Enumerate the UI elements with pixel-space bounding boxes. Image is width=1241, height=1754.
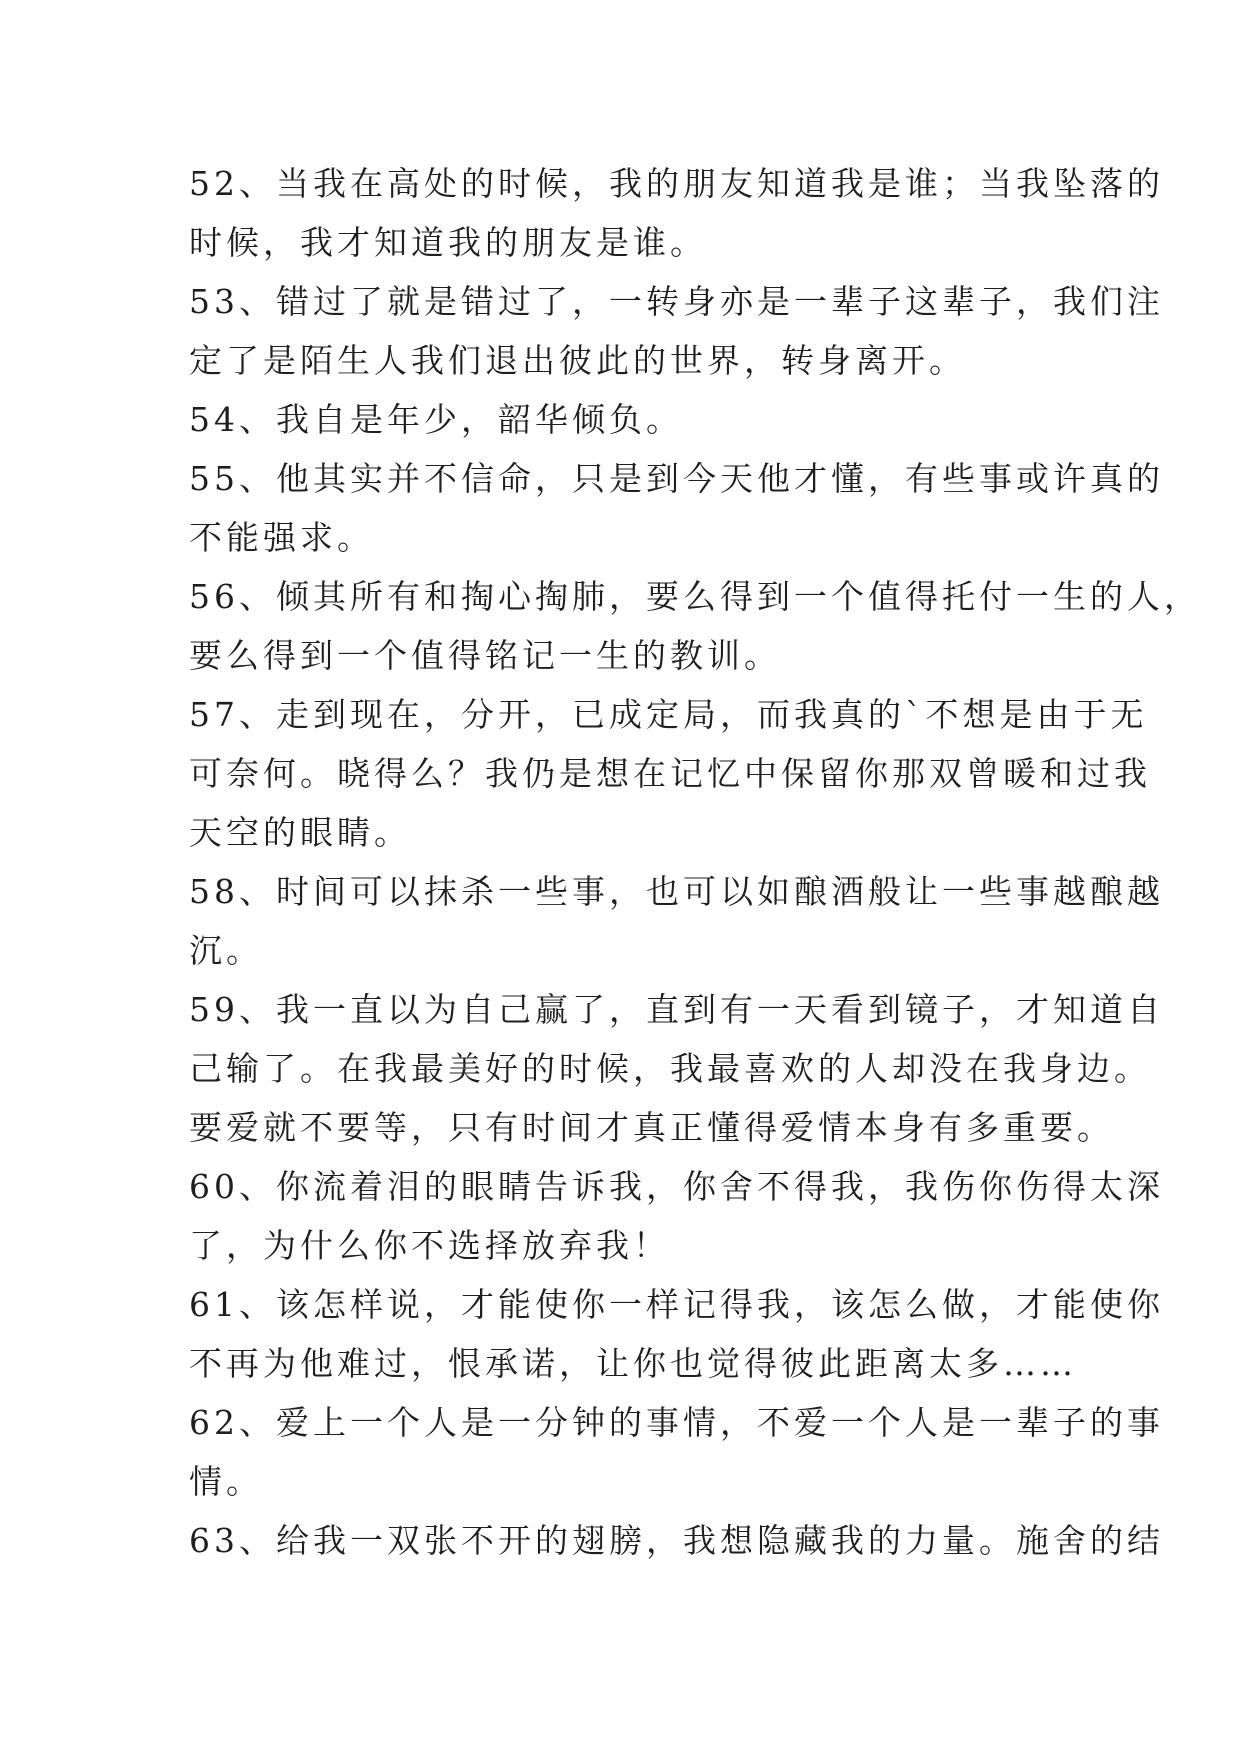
text-line: 天空的眼睛。 (189, 813, 411, 852)
text-line: 了，为什么你不选择放弃我！ (189, 1226, 670, 1265)
text-line: 53、错过了就是错过了，一转身亦是一辈子这辈子，我们注 (189, 282, 1164, 321)
text-line: 时候，我才知道我的朋友是谁。 (189, 223, 707, 262)
text-line: 不再为他难过，恨承诺，让你也觉得彼此距离太多…… (189, 1344, 1077, 1383)
text-line: 己输了。在我最美好的时候，我最喜欢的人却没在我身边。 (189, 1049, 1151, 1088)
text-line: 54、我自是年少，韶华倾负。 (189, 400, 683, 439)
text-line: 可奈何。晓得么？我仍是想在记忆中保留你那双曾暖和过我 (189, 754, 1151, 793)
text-line: 52、当我在高处的时候，我的朋友知道我是谁；当我坠落的 (189, 164, 1164, 203)
document-body (189, 154, 1201, 1570)
text-line: 55、他其实并不信命，只是到今天他才懂，有些事或许真的 (189, 459, 1164, 498)
text-line: 沉。 (189, 931, 263, 970)
text-line: 59、我一直以为自己赢了，直到有一天看到镜子，才知道自 (189, 990, 1164, 1029)
text-line: 情。 (189, 1462, 263, 1501)
text-line: 63、给我一双张不开的翅膀，我想隐藏我的力量。施舍的结 (189, 1521, 1164, 1560)
text-line: 60、你流着泪的眼睛告诉我，你舍不得我，我伤你伤得太深 (189, 1167, 1164, 1206)
text-line: 56、倾其所有和掏心掏肺，要么得到一个值得托付一生的人， (189, 577, 1201, 616)
text-line: 要爱就不要等，只有时间才真正懂得爱情本身有多重要。 (189, 1108, 1114, 1147)
text-line: 58、时间可以抹杀一些事，也可以如酿酒般让一些事越酿越 (189, 872, 1164, 911)
text-line: 要么得到一个值得铭记一生的教训。 (189, 636, 781, 675)
text-line: 定了是陌生人我们退出彼此的世界，转身离开。 (189, 341, 966, 380)
text-line: 不能强求。 (189, 518, 374, 557)
text-line: 61、该怎样说，才能使你一样记得我，该怎么做，才能使你 (189, 1285, 1164, 1324)
text-line: 57、走到现在，分开，已成定局，而我真的`不想是由于无 (189, 695, 1148, 734)
text-line: 62、爱上一个人是一分钟的事情，不爱一个人是一辈子的事 (189, 1403, 1164, 1442)
